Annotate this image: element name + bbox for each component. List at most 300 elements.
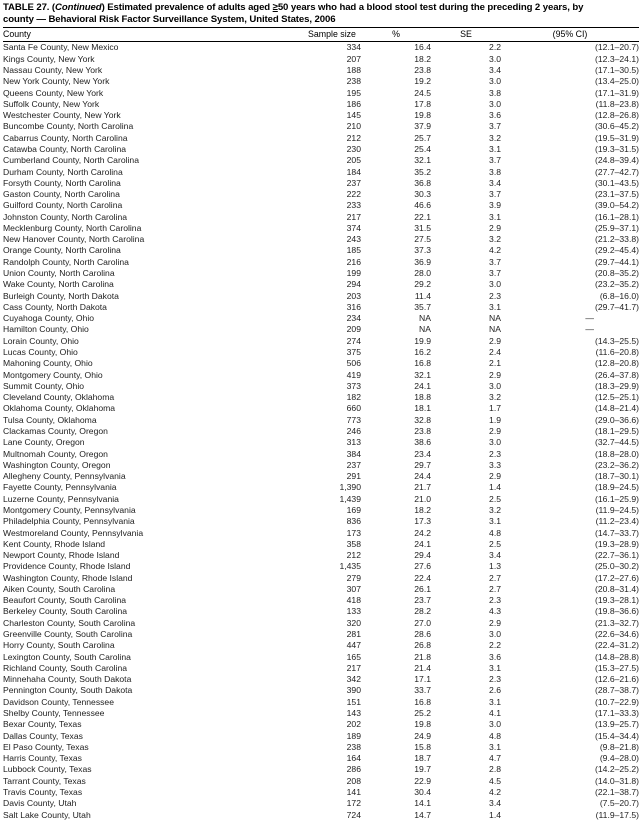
table-row [3,561,639,572]
cell-county: Suffolk County, New York [3,98,100,109]
cell-ci: (13.9–25.7) [595,719,639,730]
table-title-line1-rest: 50 years who had a blood stool test during the preceding 2 years, by [277,2,584,13]
cell-county: Buncombe County, North Carolina [3,121,134,132]
cell-sample-size: 246 [346,425,361,436]
table-row [3,167,639,178]
cell-se: 2.1 [489,358,501,369]
column-header-se: SE [460,29,472,40]
cell-percent: 16.4 [414,42,431,53]
cell-se: 2.9 [489,471,501,482]
cell-county: Lucas County, Ohio [3,347,78,357]
table-row [3,291,639,302]
cell-se: 2.7 [489,583,501,594]
cell-ci: (22.1–38.7) [595,786,639,797]
table-row [3,65,639,76]
cell-sample-size: 184 [346,166,361,177]
cell-se: 3.0 [489,279,501,290]
cell-county: Cuyahoga County, Ohio [3,313,95,324]
cell-se: 3.6 [489,651,501,662]
cell-sample-size: 205 [346,155,361,166]
table-row [3,618,639,629]
cell-county: Pennington County, South Dakota [3,685,133,696]
cell-percent: 21.4 [414,662,431,673]
cell-se: 3.2 [489,504,501,515]
cell-sample-size: 195 [346,87,361,98]
cell-county: Charleston County, South Carolina [3,617,136,628]
cell-se: 2.5 [489,493,501,504]
cell-se: 2.6 [489,685,501,696]
table-row [3,482,639,493]
cell-sample-size: 234 [346,313,361,324]
cell-percent: 18.2 [414,504,431,515]
cell-percent: 26.8 [414,640,431,651]
cell-percent: 19.8 [414,110,431,121]
cell-ci: (11.8–23.8) [595,98,639,109]
cell-percent: 18.7 [414,753,431,764]
cell-county: Wake County, North Carolina [3,279,114,290]
cell-county: El Paso County, Texas [3,741,89,752]
cell-ci: (23.2–36.2) [595,459,639,470]
cell-county: Philadelphia County, Pennsylvania [3,516,135,527]
cell-county: Burleigh County, North Dakota [3,290,119,301]
table-row [3,708,639,719]
cell-ci: (11.6–20.8) [595,347,639,357]
cell-sample-size: 281 [346,629,361,640]
cell-sample-size: 390 [346,685,361,696]
cell-percent: 36.9 [414,256,431,267]
cell-se: 3.3 [489,459,501,470]
cell-sample-size: 506 [346,358,361,369]
cell-percent: 14.1 [414,798,431,809]
cell-percent: 29.4 [414,550,431,561]
table-row [3,505,639,516]
cell-se: 4.7 [489,753,501,764]
cell-county: Randolph County, North Carolina [3,256,129,267]
cell-percent: 24.1 [414,538,431,549]
cell-ci: (27.7–42.7) [595,166,639,177]
cell-sample-size: 238 [346,76,361,87]
cell-county: Catawba County, North Carolina [3,143,127,154]
cell-se: 3.0 [489,629,501,640]
cell-se: 3.0 [489,53,501,64]
cell-se: 3.8 [489,166,501,177]
cell-county: Oklahoma County, Oklahoma [3,403,116,414]
cell-sample-size: 307 [346,583,361,594]
prevalence-table [3,28,639,41]
cell-se: 3.1 [489,211,501,222]
cell-ci: (7.5–20.7) [599,798,639,809]
cell-sample-size: 222 [346,189,361,200]
cell-ci: (9.8–21.8) [599,741,639,752]
table-row [3,742,639,753]
cell-ci: (26.4–37.8) [595,369,639,380]
table-row [3,810,639,821]
cell-county: Salt Lake County, Utah [3,809,91,820]
cell-percent: 32.8 [414,414,431,425]
cell-county: Multnomah County, Oregon [3,448,108,459]
cell-ci: (29.7–44.1) [595,256,639,267]
cell-se: 3.7 [489,268,501,279]
cell-percent: 19.7 [414,764,431,775]
cell-ci: (16.1–28.1) [595,211,639,222]
cell-ci: (12.6–21.6) [595,674,639,685]
cell-se: 3.0 [489,437,501,448]
cell-sample-size: 660 [346,403,361,414]
cell-sample-size: 182 [346,392,361,403]
cell-ci: (30.1–43.5) [595,177,639,188]
cell-county: Harris County, Texas [3,753,82,764]
cell-ci: (12.1–20.7) [595,42,639,53]
cell-percent: 29.7 [414,459,431,470]
cell-percent: 37.3 [414,245,431,256]
table-row [3,776,639,787]
cell-percent: 28.6 [414,629,431,640]
cell-county: Forsyth County, North Carolina [3,177,121,188]
table-title [0,0,641,26]
cell-se: 2.3 [489,290,501,301]
cell-se: 3.4 [489,798,501,809]
cell-sample-size: 291 [346,471,361,482]
cell-se: 2.3 [489,448,501,459]
table-row [3,76,639,87]
cell-se: 3.6 [489,110,501,121]
cell-sample-size: 384 [346,448,361,459]
cell-se: 2.9 [489,222,501,233]
cell-se: 3.2 [489,392,501,403]
cell-county: Queens County, New York [3,87,104,98]
cell-ci: (18.3–29.9) [595,380,639,391]
cell-sample-size: 237 [346,459,361,470]
cell-ci: (14.2–25.2) [595,764,639,775]
cell-ci: (24.8–39.4) [595,155,639,166]
cell-county: Kings County, New York [3,53,95,64]
cell-sample-size: 375 [346,347,361,357]
cell-county: Washington County, Rhode Island [3,572,133,583]
cell-sample-size: 313 [346,437,361,448]
cell-ci: (17.1–31.9) [595,87,639,98]
table-row [3,403,639,414]
cell-sample-size: 320 [346,617,361,628]
cell-ci: (23.1–37.5) [595,189,639,200]
cell-se: 4.2 [489,245,501,256]
cell-se: 3.4 [489,550,501,561]
table-row [3,584,639,595]
cell-ci: (18.8–28.0) [595,448,639,459]
table-row [3,674,639,685]
cell-se: 4.1 [489,708,501,718]
cell-percent: 16.2 [414,347,431,357]
table-row [3,223,639,234]
cell-sample-size: 374 [346,222,361,233]
cell-se: 2.3 [489,595,501,606]
cell-sample-size: 418 [346,595,361,606]
cell-ci: (16.1–25.9) [595,493,639,504]
cell-ci: (32.7–44.5) [595,437,639,448]
table-title-line2: county — Behavioral Risk Factor Surveillance System, United States, 2006 [3,14,336,26]
table-row [3,629,639,640]
cell-ci: (12.8–20.8) [595,358,639,369]
column-header-county: County [3,29,31,40]
cell-sample-size: 202 [346,719,361,730]
cell-county: Shelby County, Tennessee [3,708,105,718]
greater-than-or-equal-icon: ≥ [272,2,278,13]
cell-county: Bexar County, Texas [3,719,82,730]
cell-percent: 11.4 [414,290,431,301]
table-row [3,685,639,696]
table-row [3,663,639,674]
cell-county: Tarrant County, Texas [3,775,86,786]
cell-percent: 18.2 [414,53,431,64]
cell-county: Cass County, North Dakota [3,301,107,312]
cell-county: Allegheny County, Pennsylvania [3,471,126,482]
table-title-suffix: ) Estimated prevalence of adults aged [101,2,273,13]
cell-county: Lorain County, Ohio [3,335,79,346]
cell-sample-size: 212 [346,132,361,143]
cell-county: Beaufort County, South Carolina [3,595,127,606]
cell-county: Richland County, South Carolina [3,662,128,673]
table-row [3,313,639,324]
table-header [3,28,639,41]
cell-county: Westmoreland County, Pennsylvania [3,527,144,538]
table-row [3,54,639,65]
cell-ci: (11.9–17.5) [595,809,639,820]
cell-county: Washington County, Oregon [3,459,111,470]
cell-sample-size: 294 [346,279,361,290]
cell-ci: (12.8–26.8) [595,110,639,121]
table-row [3,200,639,211]
cell-ci: (14.0–31.8) [595,775,639,786]
cell-percent: 36.8 [414,177,431,188]
cell-county: Mecklenburg County, North Carolina [3,222,142,233]
cell-se: 3.4 [489,64,501,75]
cell-ci: (21.3–32.7) [595,617,639,628]
cell-ci: (15.4–34.4) [595,730,639,741]
table-row [3,516,639,527]
cell-percent: 24.1 [414,380,431,391]
cell-ci: (29.2–45.4) [595,245,639,256]
cell-ci: (14.8–21.4) [595,403,639,414]
cell-percent: 21.7 [414,482,431,493]
cell-county: Aiken County, South Carolina [3,583,116,594]
cell-county: New York County, New York [3,76,110,87]
cell-county: Gaston County, North Carolina [3,189,120,200]
cell-se: 2.8 [489,764,501,775]
table-row [3,336,639,347]
cell-sample-size: 447 [346,640,361,651]
cell-percent: 37.9 [414,121,431,132]
cell-county: Davidson County, Tennessee [3,696,114,707]
cell-percent: 24.5 [414,87,431,98]
table-row [3,640,639,651]
cell-percent: 29.2 [414,279,431,290]
cell-ci: (15.3–27.5) [595,662,639,673]
cell-ci: (13.4–25.0) [595,76,639,87]
cell-county: Nassau County, New York [3,64,103,75]
cell-county: Montgomery County, Ohio [3,369,103,380]
cell-se: 4.8 [489,527,501,538]
cell-sample-size: 141 [346,786,361,797]
cell-sample-size: 419 [346,369,361,380]
cell-sample-size: 188 [346,64,361,75]
cell-percent: 17.1 [414,674,431,685]
cell-sample-size: 185 [346,245,361,256]
cell-county: Minnehaha County, South Dakota [3,674,132,685]
cell-percent: 28.2 [414,606,431,617]
cell-county: Lubbock County, Texas [3,764,92,775]
cell-percent: 33.7 [414,685,431,696]
cell-sample-size: 334 [346,42,361,53]
cell-se: 3.1 [489,301,501,312]
cell-county: Cleveland County, Oklahoma [3,392,115,403]
cell-percent: 25.2 [414,708,431,718]
cell-ci: (22.7–36.1) [595,550,639,561]
cell-sample-size: 373 [346,380,361,391]
table-body [3,42,639,820]
cell-se: 2.5 [489,538,501,549]
table-row [3,652,639,663]
cell-ci: (30.6–45.2) [595,121,639,132]
table-row [3,764,639,775]
cell-ci: (19.8–36.6) [595,606,639,617]
cell-county: Union County, North Carolina [3,268,115,279]
cell-ci: (28.7–38.7) [595,685,639,696]
cell-percent: 21.8 [414,651,431,662]
column-header-sample-size: Sample size [308,29,356,40]
cell-se: 3.1 [489,696,501,707]
table-row [3,302,639,313]
cell-sample-size: 1,390 [339,482,361,493]
table-row [3,268,639,279]
cell-se: 2.3 [489,674,501,685]
table-row [3,110,639,121]
cell-sample-size: 143 [346,708,361,718]
cell-sample-size: 217 [346,211,361,222]
table-row [3,234,639,245]
cell-ci: (20.8–35.2) [595,268,639,279]
cell-se: 2.2 [489,42,501,53]
cell-ci: (19.3–28.1) [595,595,639,606]
cell-ci: (17.2–27.6) [595,572,639,583]
cell-percent: 32.1 [414,155,431,166]
cell-percent: 27.6 [414,561,431,572]
cell-ci: (29.7–41.7) [595,301,639,312]
cell-county: Cabarrus County, North Carolina [3,132,128,143]
cell-sample-size: 342 [346,674,361,685]
cell-percent: 27.5 [414,234,431,245]
cell-sample-size: 212 [346,550,361,561]
cell-sample-size: 316 [346,301,361,312]
table-title-prefix: TABLE 27. ( [3,2,56,13]
table-row [3,121,639,132]
cell-county: Summit County, Ohio [3,380,85,391]
cell-percent: 32.1 [414,369,431,380]
cell-ci: (18.7–30.1) [595,471,639,482]
cell-percent: NA [419,313,431,324]
cell-county: Travis County, Texas [3,786,83,797]
cell-sample-size: 186 [346,98,361,109]
cell-ci: (14.7–33.7) [595,527,639,538]
cell-percent: 23.8 [414,64,431,75]
table-row [3,178,639,189]
cell-percent: 16.8 [414,358,431,369]
cell-percent: 30.4 [414,786,431,797]
cell-percent: NA [419,324,431,335]
cell-sample-size: 724 [346,809,361,820]
cell-sample-size: 279 [346,572,361,583]
cell-sample-size: 274 [346,335,361,346]
cell-ci: (29.0–36.6) [595,414,639,425]
cell-county: Fayette County, Pennsylvania [3,482,117,493]
cell-percent: 46.6 [414,200,431,211]
cell-se: 3.0 [489,719,501,730]
cell-ci: (21.2–33.8) [595,234,639,245]
cell-percent: 21.0 [414,493,431,504]
cell-ci: (17.1–30.5) [595,64,639,75]
cell-percent: 19.9 [414,335,431,346]
table-row [3,753,639,764]
cell-county: Horry County, South Carolina [3,640,115,651]
table-row [3,245,639,256]
cell-county: Clackamas County, Oregon [3,425,108,436]
cell-percent: 23.4 [414,448,431,459]
cell-se: 2.9 [489,335,501,346]
cell-sample-size: 209 [346,324,361,335]
cell-county: Guilford County, North Carolina [3,200,123,211]
cell-sample-size: 151 [346,696,361,707]
table-row [3,99,639,110]
table-row [3,189,639,200]
cell-county: Westchester County, New York [3,110,121,121]
cell-se: NA [489,313,501,324]
cell-county: Santa Fe County, New Mexico [3,42,119,53]
table-row [3,347,639,358]
table-row [3,358,639,369]
cell-ci: (39.0–54.2) [595,200,639,211]
cell-se: 3.9 [489,200,501,211]
cell-percent: 23.8 [414,425,431,436]
column-header-percent: % [392,29,400,40]
cell-se: 2.7 [489,572,501,583]
cell-percent: 25.7 [414,132,431,143]
table-row [3,697,639,708]
cell-se: 3.1 [489,741,501,752]
table-row [3,550,639,561]
cell-ci: — [585,313,594,324]
cell-percent: 28.0 [414,268,431,279]
table-row [3,42,639,53]
cell-sample-size: 233 [346,200,361,211]
cell-county: Dallas County, Texas [3,730,83,741]
cell-se: 2.9 [489,617,501,628]
cell-county: Hamilton County, Ohio [3,324,89,335]
cell-se: 3.7 [489,256,501,267]
cell-se: 3.4 [489,177,501,188]
cell-sample-size: 286 [346,764,361,775]
cell-percent: 27.0 [414,617,431,628]
table-title-continued: Continued [55,2,102,13]
table-row [3,88,639,99]
cell-county: Montgomery County, Pennsylvania [3,504,136,515]
table-row [3,573,639,584]
table-row [3,381,639,392]
cell-county: Luzerne County, Pennsylvania [3,493,119,504]
cell-percent: 23.7 [414,595,431,606]
table-row [3,471,639,482]
cell-se: 3.2 [489,234,501,245]
cell-sample-size: 207 [346,53,361,64]
cell-sample-size: 230 [346,143,361,154]
cell-ci: (19.3–28.9) [595,538,639,549]
